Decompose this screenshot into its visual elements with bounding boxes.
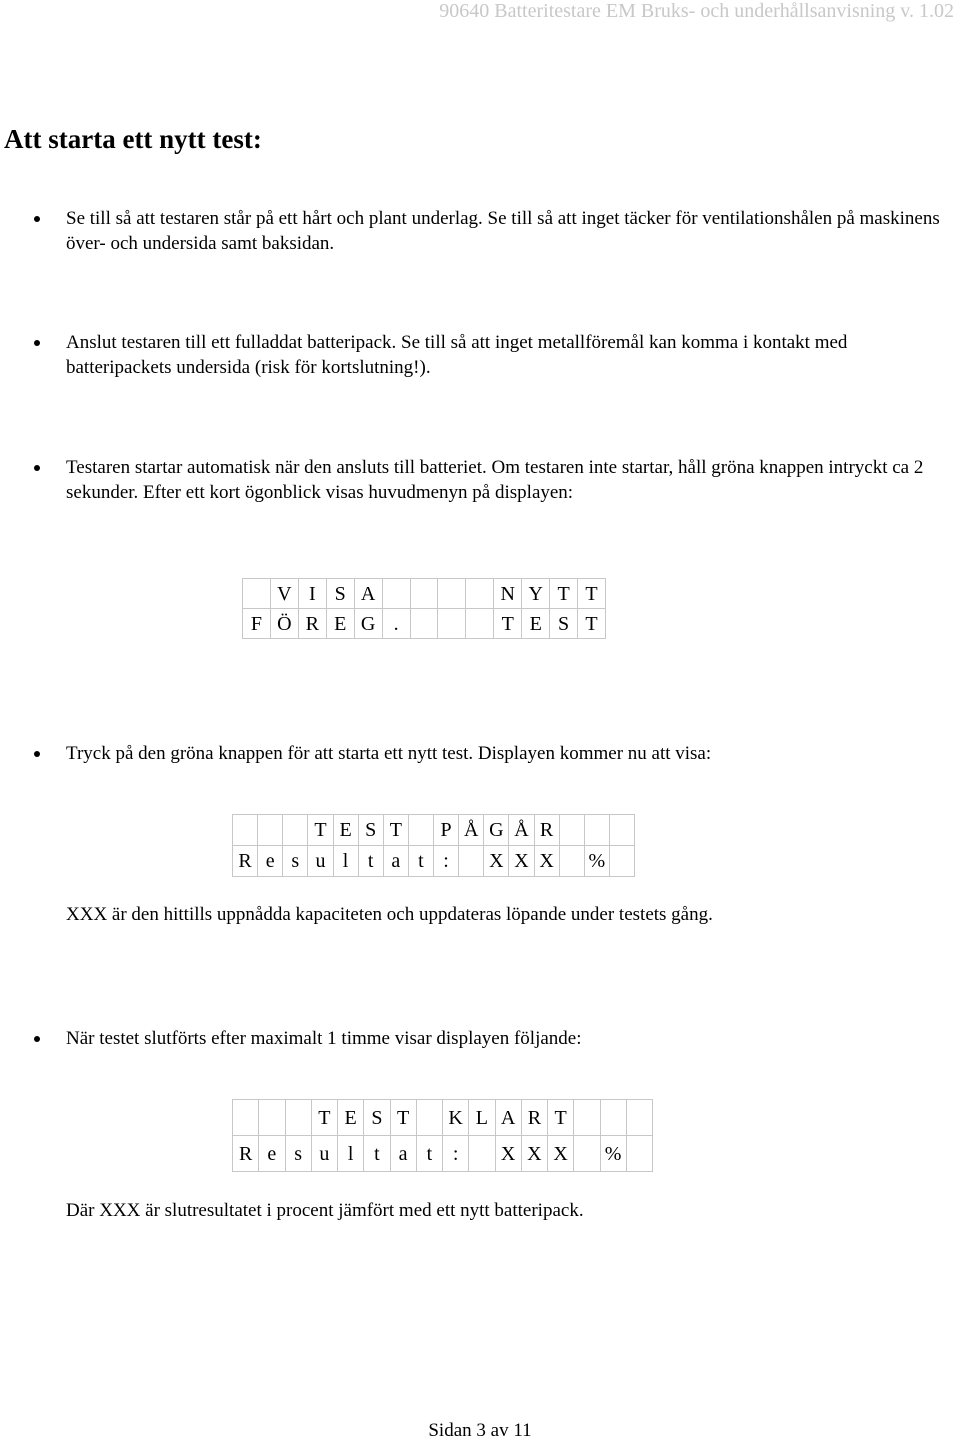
display-cell: T	[390, 1100, 416, 1136]
display-cell: T	[578, 609, 606, 639]
display-test-done	[232, 1099, 653, 1172]
display-cell: G	[484, 815, 509, 846]
bullet-text: Se till så att testaren står på ett hårt och plant underlag. Se till så att inget täcker för ventilationshålen på maskinens över- och undersida samt baksidan.	[66, 208, 940, 254]
note-xxx-final: Där XXX är slutresultatet i procent jämfört med ett nytt batteripack.	[66, 1200, 584, 1221]
display-row	[233, 846, 635, 877]
display-cell: A	[354, 579, 382, 609]
bullet-item	[66, 330, 946, 380]
bullet-text: Anslut testaren till ett fulladdat batteripack. Se till så att inget metallföremål kan komma i kontakt med batteripackets undersida (risk för kortslutning!).	[66, 332, 848, 378]
display-cell: X	[521, 1136, 547, 1172]
display-cell	[258, 815, 283, 846]
display-cell	[438, 609, 466, 639]
display-cell: T	[383, 815, 408, 846]
display-cell: A	[495, 1100, 521, 1136]
display-cell: u	[308, 846, 333, 877]
display-row	[243, 579, 606, 609]
display-cell: N	[494, 579, 522, 609]
display-cell: e	[258, 846, 283, 877]
bullet-text: Testaren startar automatisk när den ansluts till batteriet. Om testaren inte startar, håll gröna knappen intryckt ca 2 sekunder. Efter ett kort ögonblick visas huvudmenyn på displayen:	[66, 457, 924, 503]
display-cell: R	[298, 609, 326, 639]
display-cell: %	[600, 1136, 626, 1172]
display-cell	[259, 1100, 285, 1136]
display-cell: t	[408, 846, 433, 877]
display-cell: G	[354, 609, 382, 639]
display-cell	[584, 815, 609, 846]
display-row	[233, 1136, 653, 1172]
display-cell	[574, 1100, 600, 1136]
display-cell: S	[326, 579, 354, 609]
display-cell: X	[548, 1136, 574, 1172]
display-row	[233, 815, 635, 846]
display-cell: :	[434, 846, 459, 877]
page-number: Sidan 3 av 11	[428, 1420, 532, 1441]
display-cell: X	[509, 846, 534, 877]
display-cell: Å	[509, 815, 534, 846]
display-cell	[559, 815, 584, 846]
display-cell: Å	[459, 815, 484, 846]
display-cell: E	[326, 609, 354, 639]
display-main-menu	[242, 578, 606, 639]
display-cell: s	[283, 846, 308, 877]
display-cell	[438, 579, 466, 609]
display-cell: X	[484, 846, 509, 877]
display-cell: Ö	[270, 609, 298, 639]
display-cell: V	[270, 579, 298, 609]
display-cell: Y	[522, 579, 550, 609]
display-cell	[559, 846, 584, 877]
display-cell	[466, 579, 494, 609]
display-cell	[382, 579, 410, 609]
display-cell: T	[311, 1100, 337, 1136]
display-cell: s	[285, 1136, 311, 1172]
display-cell: E	[338, 1100, 364, 1136]
display-cell: T	[494, 609, 522, 639]
running-header: 90640 Batteritestare EM Bruks- och underhållsanvisning v. 1.02	[439, 0, 954, 22]
display-cell: S	[550, 609, 578, 639]
display-cell: R	[534, 815, 559, 846]
display-cell: .	[382, 609, 410, 639]
bullet-icon	[34, 1036, 40, 1042]
display-row	[243, 609, 606, 639]
display-cell: T	[308, 815, 333, 846]
display-cell	[626, 1136, 652, 1172]
display-cell: l	[338, 1136, 364, 1172]
display-cell: S	[358, 815, 383, 846]
bullet-icon	[34, 751, 40, 757]
display-cell	[469, 1136, 495, 1172]
bullet-text: Tryck på den gröna knappen för att starta ett nytt test. Displayen kommer nu att visa:	[66, 743, 712, 764]
display-cell	[233, 815, 258, 846]
display-cell	[285, 1100, 311, 1136]
display-cell	[574, 1136, 600, 1172]
display-cell: X	[495, 1136, 521, 1172]
display-cell: P	[434, 815, 459, 846]
display-cell: I	[298, 579, 326, 609]
display-cell: F	[243, 609, 271, 639]
display-row	[233, 1100, 653, 1136]
display-cell	[466, 609, 494, 639]
display-cell: S	[364, 1100, 390, 1136]
display-cell	[243, 579, 271, 609]
display-cell	[233, 1100, 259, 1136]
display-cell: u	[311, 1136, 337, 1172]
display-cell: a	[383, 846, 408, 877]
display-cell: %	[584, 846, 609, 877]
note-xxx-running: XXX är den hittills uppnådda kapaciteten och uppdateras löpande under testets gång.	[66, 904, 713, 925]
display-cell: e	[259, 1136, 285, 1172]
display-cell	[609, 815, 634, 846]
display-cell: a	[390, 1136, 416, 1172]
bullet-item	[66, 1026, 946, 1051]
display-cell: R	[521, 1100, 547, 1136]
display-cell: L	[469, 1100, 495, 1136]
display-cell: E	[333, 815, 358, 846]
display-cell	[459, 846, 484, 877]
display-cell: K	[443, 1100, 469, 1136]
bullet-item	[66, 206, 946, 256]
section-heading: Att starta ett nytt test:	[4, 124, 262, 154]
display-cell: R	[233, 1136, 259, 1172]
bullet-item	[66, 455, 946, 505]
display-cell	[609, 846, 634, 877]
display-cell: T	[578, 579, 606, 609]
display-cell	[283, 815, 308, 846]
bullet-icon	[34, 216, 40, 222]
display-cell	[410, 579, 438, 609]
display-cell: :	[443, 1136, 469, 1172]
display-cell: t	[364, 1136, 390, 1172]
display-cell: T	[548, 1100, 574, 1136]
display-cell: R	[233, 846, 258, 877]
bullet-icon	[34, 340, 40, 346]
display-cell	[416, 1100, 442, 1136]
display-cell: E	[522, 609, 550, 639]
bullet-text: När testet slutförts efter maximalt 1 timme visar displayen följande:	[66, 1028, 582, 1049]
display-cell: t	[358, 846, 383, 877]
display-cell	[408, 815, 433, 846]
display-cell: t	[416, 1136, 442, 1172]
display-cell	[600, 1100, 626, 1136]
display-test-running	[232, 814, 635, 877]
display-cell	[410, 609, 438, 639]
display-cell	[626, 1100, 652, 1136]
bullet-icon	[34, 465, 40, 471]
bullet-item	[66, 741, 946, 766]
display-cell: X	[534, 846, 559, 877]
display-cell: l	[333, 846, 358, 877]
display-cell: T	[550, 579, 578, 609]
